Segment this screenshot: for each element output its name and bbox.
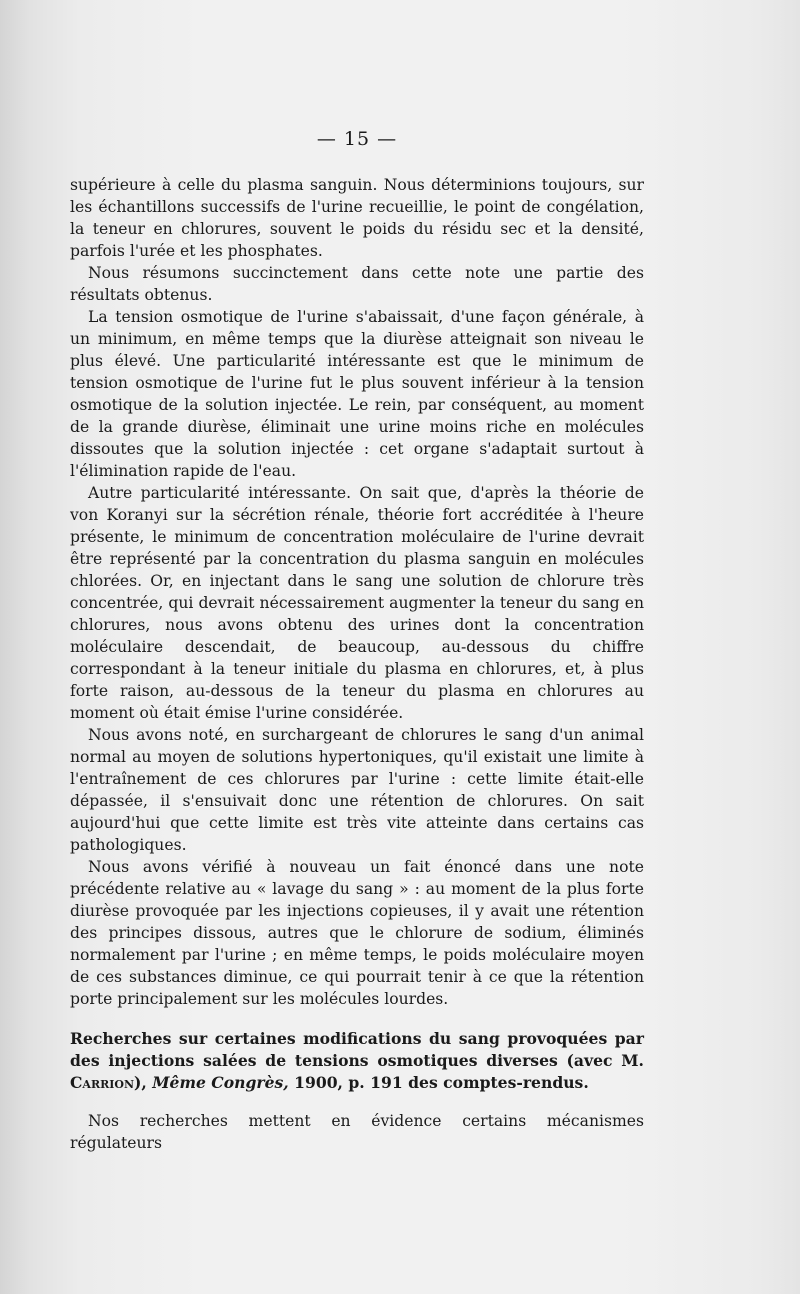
paragraph-continuation: supérieure à celle du plasma sanguin. Nous déterminions toujours, sur les échantillons successifs de l'urine recueillie, le point de congélation, la teneur en chlorures, souvent le poids du résidu sec et la densité, parfois l'urée et les phosphates. [70, 176, 644, 260]
paragraph-summary: Nous résumons succinctement dans cette note une partie des résultats obtenus. [70, 264, 644, 304]
paragraph-last-line: Nos recherches mettent en évidence certains mécanismes régulateurs [70, 1112, 644, 1152]
paragraph-blood-washing: Nous avons vérifié à nouveau un fait énoncé dans une note précédente relative au « lavage du sang » : au moment de la plus forte diurèse provoquée par les injections copieuses, il y avait une rétention des principes dissous, autres que le chlorure de sodium, éliminés normalement par l'urine ; en même temps, le poids moléculaire moyen de ces substances diminue, ce qui pourrait tenir à ce que la rétention porte principalement sur les molécules lourdes. [70, 858, 644, 1008]
paragraph-koranyi-theory: Autre particularité intéressante. On sait que, d'après la théorie de von Koranyi sur la sécrétion rénale, théorie fort accréditée à l'heure présente, le minimum de concentration moléculaire de l'urine devrait être représenté par la concentration du plasma sanguin en molécules chlorées. Or, en injectant dans le sang une solution de chlorure très concentrée, qui devrait nécessairement augmenter la teneur du sang en chlorures, nous avons obtenu des urines dont la concentration moléculaire descendait, de beaucoup, au-dessous du chiffre correspondant à la teneur initiale du plasma en chlorures, et, à plus forte raison, au-dessous de la teneur du plasma en chlorures au moment où était émise l'urine considérée. [70, 484, 644, 722]
reference-heading [70, 1028, 644, 1094]
paragraph-chloride-limit: Nous avons noté, en surchargeant de chlorures le sang d'un animal normal au moyen de solutions hypertoniques, qu'il existait une limite à l'entraînement de ces chlorures par l'urine : cette limite était-elle dépassée, il s'ensuivait donc une rétention de chlorures. On sait aujourd'hui que cette limite est très vite atteinte dans certains cas pathologiques. [70, 726, 644, 854]
reference-title: Recherches sur certaines modifications du sang provoquées par des injections salées de tensions osmotiques diverses (avec [70, 1029, 644, 1070]
paragraph-osmotic-tension: La tension osmotique de l'urine s'abaissait, d'une façon générale, à un minimum, en même temps que la diurèse atteignait son niveau le plus élevé. Une particularité intéressante est que le minimum de tension osmotique de l'urine fut le plus souvent inférieur à la tension osmotique de la solution injectée. Le rein, par conséquent, au moment de la grande diurèse, éliminait une urine moins riche en molécules dissoutes que la solution injectée : cet organe s'adaptait surtout à l'élimination rapide de l'eau. [70, 308, 644, 480]
document-page [70, 128, 644, 1154]
reference-venue: Même Congrès, [152, 1073, 289, 1092]
reference-author: M. Carrion), [70, 1051, 644, 1092]
page-number: — 15 — [316, 128, 398, 150]
reference-details: 1900, p. 191 des comptes-rendus. [294, 1073, 589, 1092]
